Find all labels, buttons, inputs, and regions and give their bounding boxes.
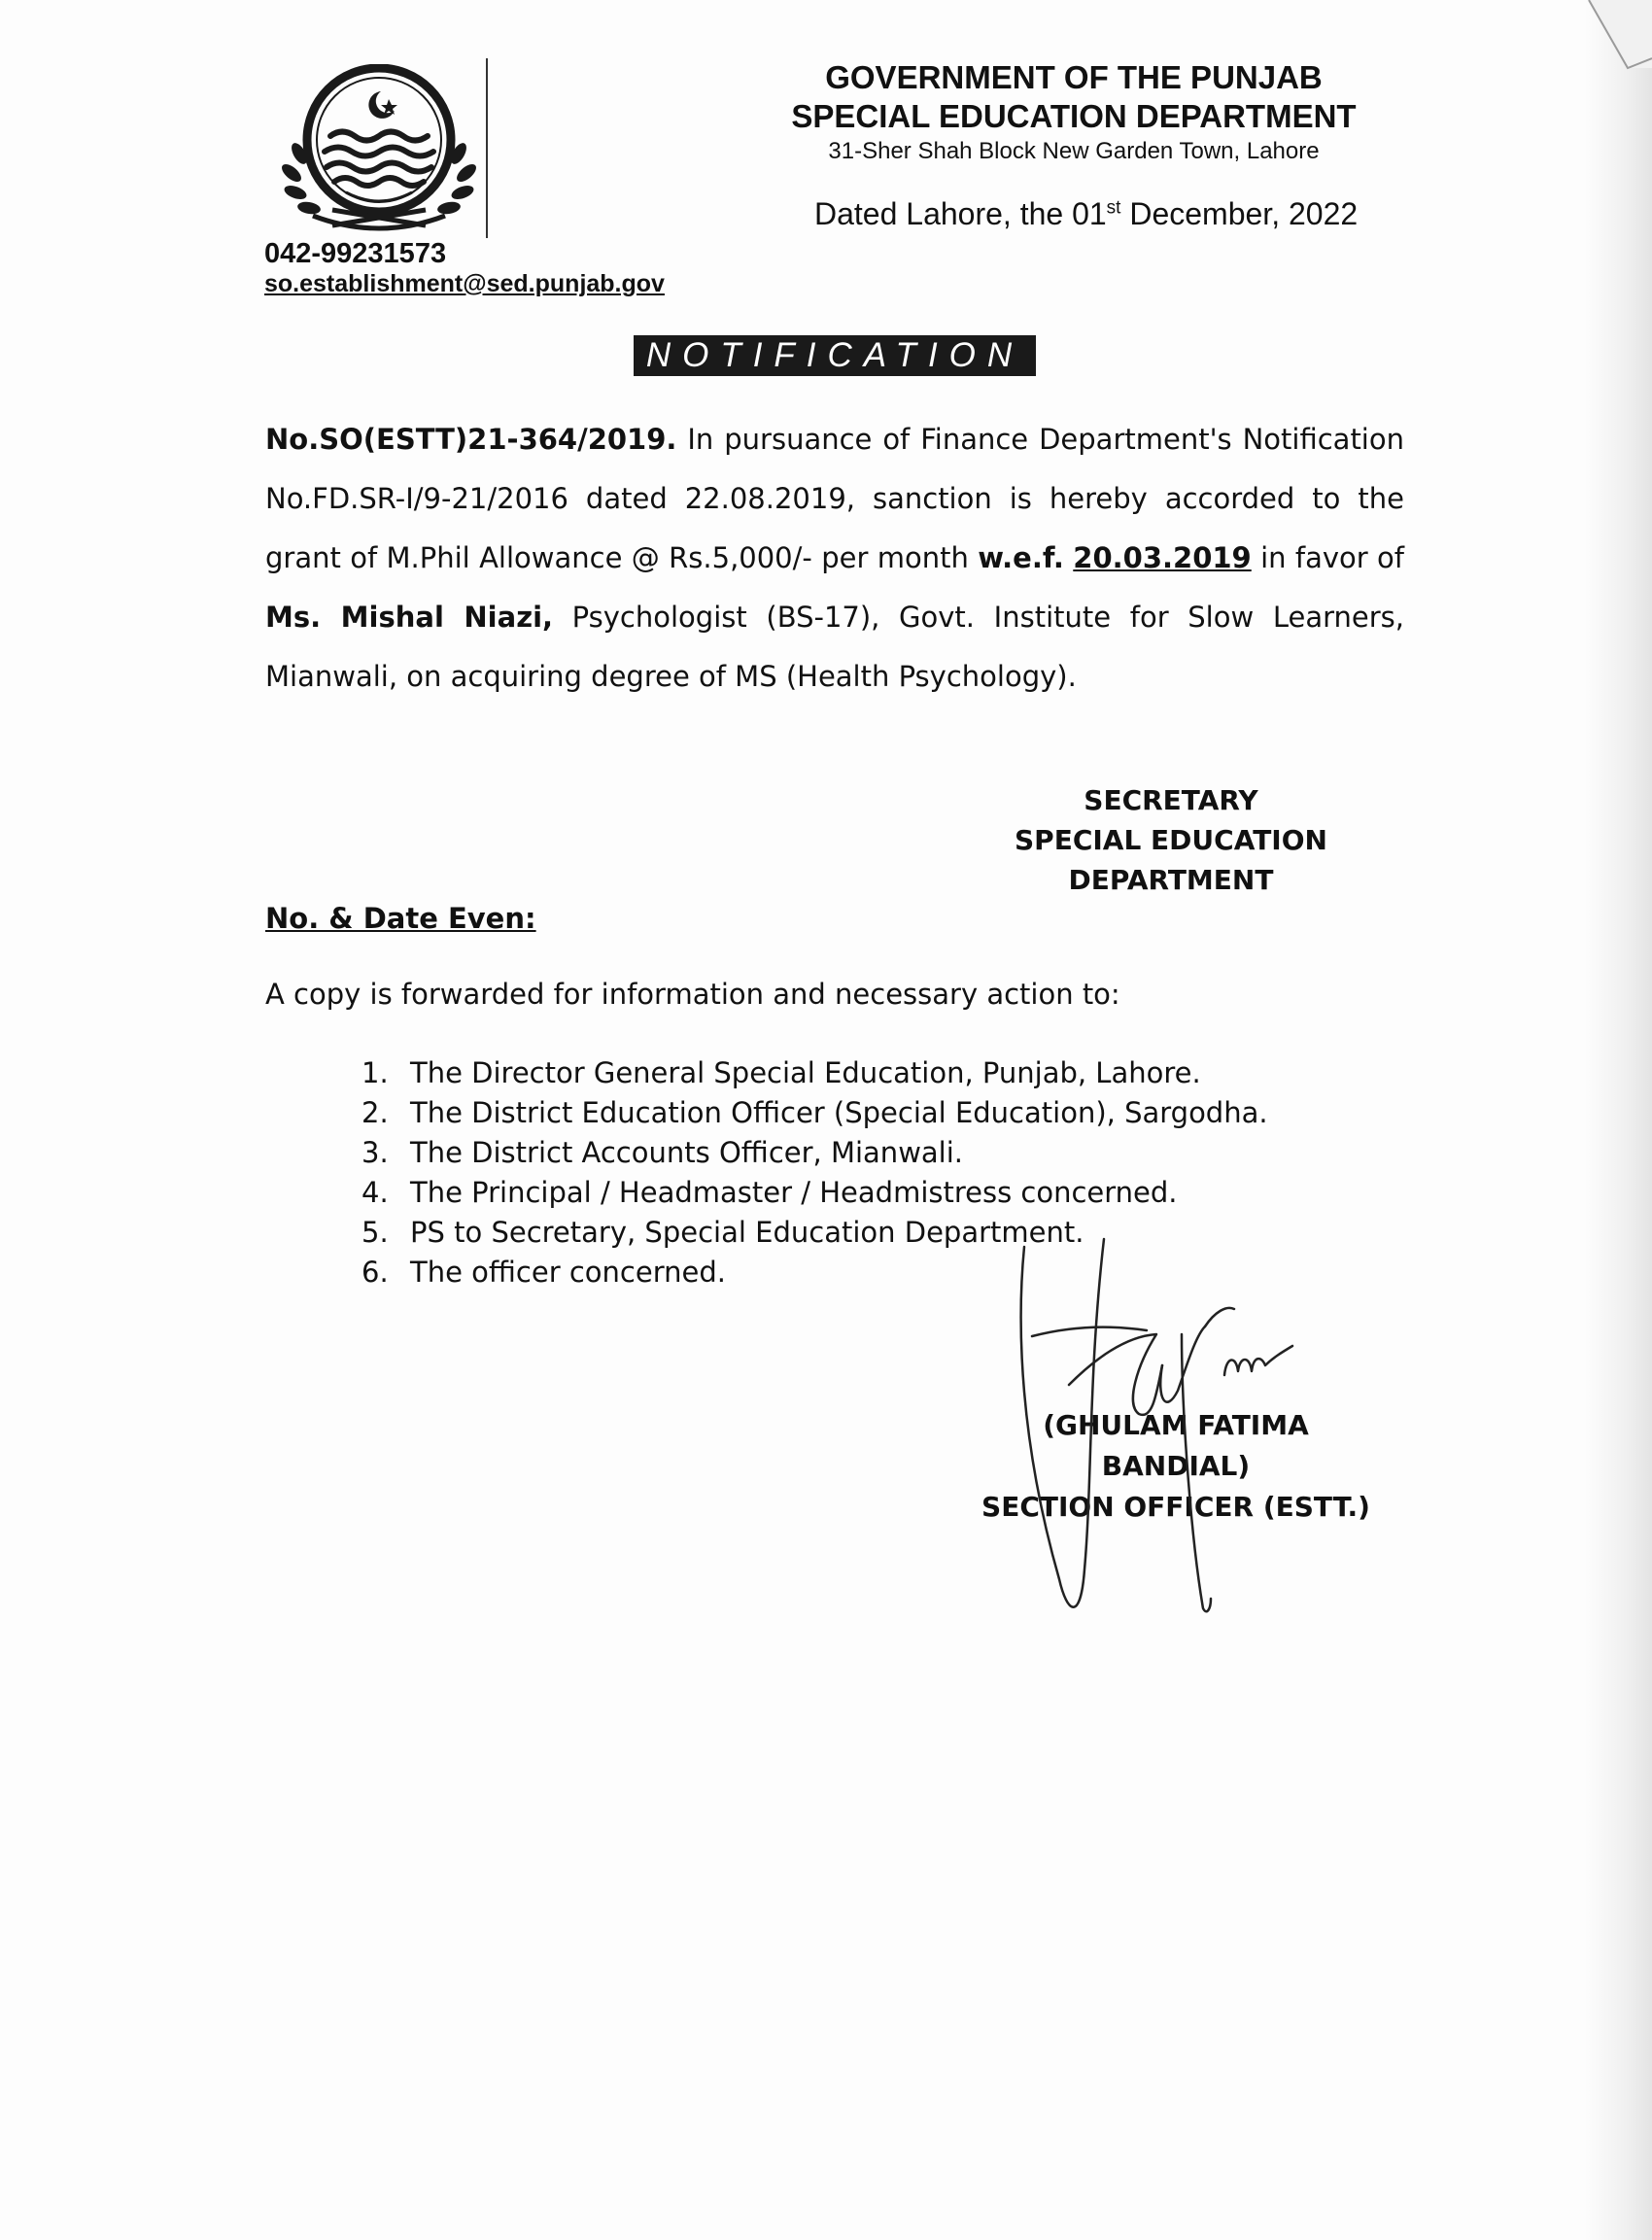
secretary-block: SECRETARY SPECIAL EDUCATION DEPARTMENT: [1015, 784, 1327, 896]
officer-name: (GHULAM FATIMA BANDIAL): [1043, 1409, 1309, 1482]
punjab-government-emblem-icon: [274, 64, 484, 235]
department-address: 31-Sher Shah Block New Garden Town, Lahore: [828, 138, 1320, 164]
folded-corner: [1535, 0, 1652, 97]
list-item: 1. The Director General Special Education, Punjab, Lahore.: [361, 1056, 1201, 1089]
notification-body: No.SO(ESTT)21-364/2019. In pursuance of Finance Department's Notification No.FD.SR-I/9-21/2016 dated 22.08.2019, sanction is hereby accorded to the grant of M.Phil Allowance @ Rs.5,000/- per month w.e.f. 20.03.2019 in favor of Ms. Mishal Niazi, Psychologist (BS-17), Govt. Institute for Slow Learners, Mianwali, on acquiring degree of MS (Health Psychology).: [265, 423, 1405, 693]
list-item: 2. The District Education Officer (Special Education), Sargodha.: [361, 1096, 1268, 1129]
page-edge-shadow: [1584, 0, 1652, 2240]
copy-forwarded-line: A copy is forwarded for information and necessary action to:: [265, 978, 1120, 1011]
issue-date: Dated Lahore, the 01st December, 2022: [814, 196, 1359, 231]
list-item: 3. The District Accounts Officer, Mianwali.: [361, 1136, 964, 1169]
gov-line2: SPECIAL EDUCATION DEPARTMENT: [791, 98, 1357, 134]
header-divider: [486, 58, 488, 238]
gov-line1: GOVERNMENT OF THE PUNJAB: [825, 59, 1323, 95]
email-link[interactable]: so.establishment@sed.punjab.gov: [264, 270, 665, 297]
list-item: 5. PS to Secretary, Special Education Department.: [361, 1216, 1084, 1249]
department-header: [724, 58, 1424, 167]
employee-name: Ms. Mishal Niazi,: [265, 601, 554, 634]
no-date-even: No. & Date Even:: [265, 902, 536, 935]
list-item: 6. The officer concerned.: [361, 1256, 726, 1289]
reference-number: No.SO(ESTT)21-364/2019.: [265, 423, 677, 456]
list-item: 4. The Principal / Headmaster / Headmistress concerned.: [361, 1176, 1178, 1209]
notification-title: NOTIFICATION: [634, 335, 1036, 376]
effective-date: 20.03.2019: [1073, 541, 1252, 574]
officer-designation: SECTION OFFICER (ESTT.): [981, 1491, 1370, 1523]
wef-label: w.e.f.: [978, 541, 1064, 574]
phone-number: 042-99231573: [264, 238, 447, 269]
handwritten-signature: [1011, 1220, 1322, 1628]
